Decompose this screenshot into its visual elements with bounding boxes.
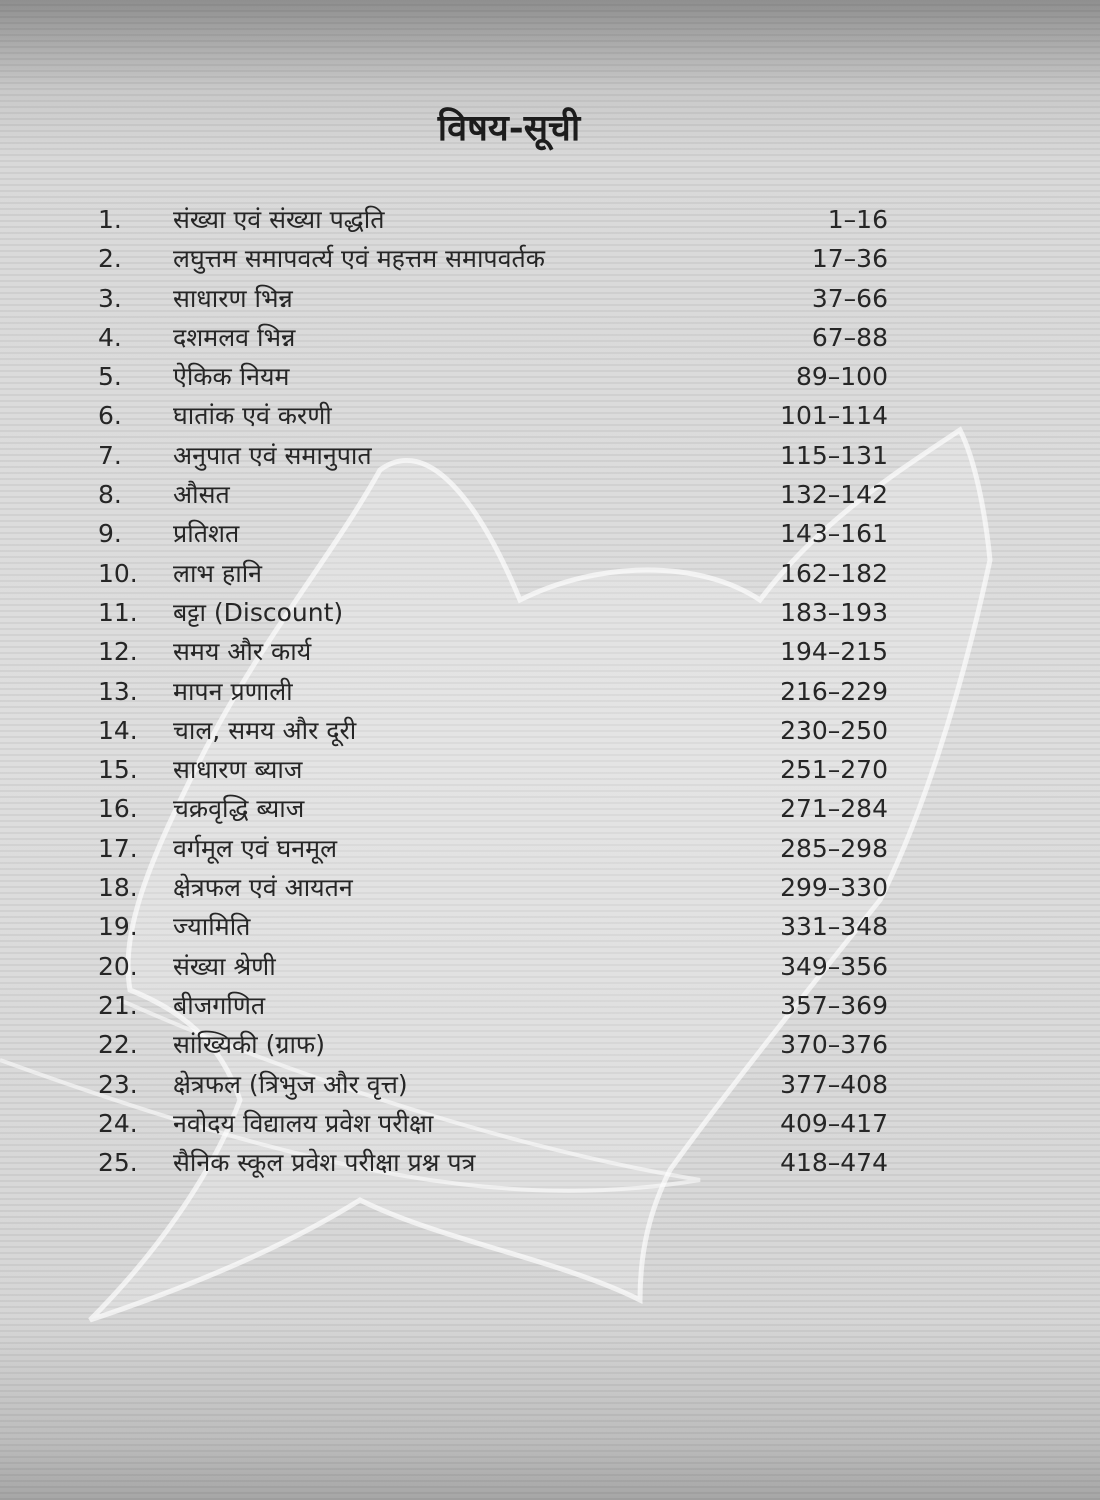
page-range: 377–408	[780, 1069, 888, 1099]
page-range: 349–356	[780, 951, 888, 981]
chapter-title: समय और कार्य	[173, 637, 312, 667]
chapter-title: घातांक एवं करणी	[173, 401, 332, 431]
chapter-number: 3.	[98, 283, 122, 313]
chapter-number: 14.	[98, 715, 138, 745]
chapter-title: संख्या श्रेणी	[173, 951, 276, 981]
chapter-number: 24.	[98, 1108, 138, 1138]
chapter-number: 19.	[98, 912, 138, 942]
page-range: 132–142	[780, 480, 888, 510]
toc-row	[98, 200, 888, 239]
page-range: 357–369	[780, 990, 888, 1020]
page-range: 409–417	[780, 1108, 888, 1138]
chapter-number: 1.	[98, 205, 122, 234]
toc-row	[98, 593, 888, 632]
page-range: 194–215	[780, 637, 888, 667]
toc-row	[98, 318, 888, 357]
toc-row	[98, 947, 888, 986]
toc-row	[98, 554, 888, 593]
page-range: 216–229	[780, 676, 888, 706]
chapter-title: लघुत्तम समापवर्त्य एवं महत्तम समापवर्तक	[173, 244, 545, 274]
toc-row	[98, 789, 888, 828]
chapter-number: 15.	[98, 755, 138, 785]
chapter-number: 10.	[98, 558, 138, 588]
page-range: 1–16	[827, 205, 888, 234]
chapter-title: क्षेत्रफल एवं आयतन	[173, 873, 353, 903]
chapter-number: 12.	[98, 637, 138, 667]
chapter-title: साधारण भिन्न	[173, 283, 293, 313]
toc-row	[98, 868, 888, 907]
chapter-number: 4.	[98, 322, 122, 352]
chapter-title: मापन प्रणाली	[173, 676, 293, 706]
toc-row	[98, 1143, 888, 1182]
chapter-title: चाल, समय और दूरी	[173, 715, 357, 745]
page-range: 370–376	[780, 1030, 888, 1060]
chapter-number: 13.	[98, 676, 138, 706]
page-range: 37–66	[811, 283, 888, 313]
chapter-number: 6.	[98, 401, 122, 431]
page-range: 183–193	[780, 597, 888, 627]
chapter-number: 20.	[98, 951, 138, 981]
toc-row	[98, 672, 888, 711]
toc-row	[98, 239, 888, 278]
chapter-title: अनुपात एवं समानुपात	[173, 440, 372, 470]
toc-row	[98, 632, 888, 671]
chapter-number: 21.	[98, 990, 138, 1020]
table-of-contents	[98, 200, 888, 1182]
page-range: 17–36	[811, 244, 888, 274]
chapter-number: 17.	[98, 833, 138, 863]
chapter-number: 7.	[98, 440, 122, 470]
page-range: 101–114	[780, 401, 888, 431]
chapter-number: 25.	[98, 1148, 138, 1178]
chapter-title: नवोदय विद्यालय प्रवेश परीक्षा	[173, 1108, 434, 1138]
chapter-title: ऐकिक नियम	[173, 362, 290, 392]
chapter-title: ज्यामिति	[173, 912, 251, 942]
page-range: 89–100	[795, 362, 888, 392]
chapter-title: लाभ हानि	[173, 558, 263, 588]
toc-row	[98, 711, 888, 750]
chapter-number: 22.	[98, 1030, 138, 1060]
toc-row	[98, 279, 888, 318]
chapter-title: क्षेत्रफल (त्रिभुज और वृत्त)	[173, 1069, 408, 1099]
page-range: 331–348	[780, 912, 888, 942]
page-range: 251–270	[780, 755, 888, 785]
chapter-number: 9.	[98, 519, 122, 549]
chapter-title: संख्या एवं संख्या पद्धति	[173, 205, 385, 234]
chapter-title: प्रतिशत	[173, 519, 240, 549]
toc-row	[98, 1104, 888, 1143]
page-range: 299–330	[780, 873, 888, 903]
page-range: 67–88	[811, 322, 888, 352]
toc-row	[98, 907, 888, 946]
chapter-title: वर्गमूल एवं घनमूल	[173, 833, 338, 863]
toc-row	[98, 436, 888, 475]
chapter-title: औसत	[173, 480, 230, 510]
toc-row	[98, 357, 888, 396]
chapter-number: 16.	[98, 794, 138, 824]
chapter-number: 2.	[98, 244, 122, 274]
chapter-number: 23.	[98, 1069, 138, 1099]
page-range: 418–474	[780, 1148, 888, 1178]
chapter-title: सांख्यिकी (ग्राफ)	[173, 1030, 325, 1060]
chapter-number: 11.	[98, 597, 138, 627]
page-range: 162–182	[780, 558, 888, 588]
page-range: 230–250	[780, 715, 888, 745]
toc-row	[98, 1065, 888, 1104]
chapter-title: सैनिक स्कूल प्रवेश परीक्षा प्रश्न पत्र	[173, 1148, 476, 1178]
toc-row	[98, 986, 888, 1025]
chapter-title: बट्टा (Discount)	[173, 597, 344, 627]
toc-row	[98, 1025, 888, 1064]
toc-row	[98, 396, 888, 435]
page-title: विषय-सूची	[437, 107, 581, 149]
chapter-title: बीजगणित	[173, 990, 266, 1020]
page-range: 271–284	[780, 794, 888, 824]
toc-row	[98, 514, 888, 553]
page-range: 115–131	[780, 440, 888, 470]
chapter-number: 5.	[98, 362, 122, 392]
chapter-title: दशमलव भिन्न	[173, 322, 296, 352]
toc-row	[98, 475, 888, 514]
chapter-number: 8.	[98, 480, 122, 510]
toc-row	[98, 829, 888, 868]
toc-row	[98, 750, 888, 789]
page-range: 285–298	[780, 833, 888, 863]
chapter-title: साधारण ब्याज	[173, 755, 303, 785]
chapter-title: चक्रवृद्धि ब्याज	[173, 794, 305, 824]
page-range: 143–161	[780, 519, 888, 549]
chapter-number: 18.	[98, 873, 138, 903]
